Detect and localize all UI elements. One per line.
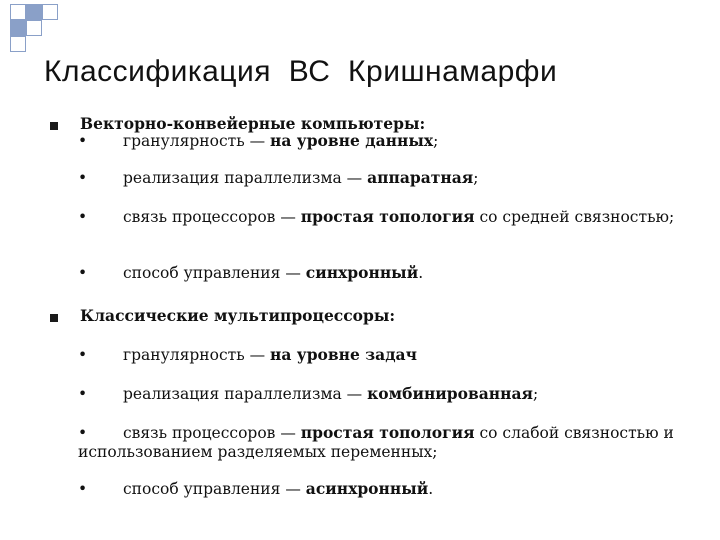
decor-square [10,36,26,52]
bullet-icon: • [78,208,88,226]
decor-square [26,4,42,20]
item-emphasis: комбинированная [367,384,533,403]
item-text: гранулярность — [123,132,270,150]
bullet-icon: • [78,424,88,442]
list-item [78,207,678,227]
section-bullet-icon [50,122,58,130]
item-tail: ; [532,385,539,403]
bullet-icon: • [78,385,88,403]
item-text: связь процессоров — [123,424,301,442]
item-text: реализация параллелизма — [123,385,368,403]
list-item [78,263,678,283]
bullet-icon: • [78,264,88,282]
item-text: реализация параллелизма — [123,169,368,187]
item-tail: со слабой связностью и использованием разделяемых переменных; [78,424,674,461]
decor-square [26,20,42,36]
item-text: гранулярность — [123,346,270,364]
item-emphasis: асинхронный [305,479,429,498]
bullet-icon: • [78,132,88,150]
section-bullet-icon [50,314,58,322]
item-tail: ; [433,132,439,150]
list-item [78,423,678,462]
bullet-icon: • [78,169,88,187]
bullet-icon: • [78,480,88,498]
section-heading: Векторно-конвейерные компьютеры: [80,114,426,133]
list-item [78,168,678,188]
list-item [78,384,678,404]
decor-square [10,20,26,36]
section-heading: Классические мультипроцессоры: [80,306,396,325]
list-item [78,131,678,151]
item-emphasis: синхронный [305,263,419,282]
item-tail: . [428,480,434,498]
list-item [78,345,678,365]
item-text: способ управления — [123,480,306,498]
item-emphasis: аппаратная [367,168,474,187]
item-emphasis: простая топология [300,423,475,442]
item-tail: со средней связностью; [474,208,675,226]
item-emphasis: на уровне данных [270,131,434,150]
item-tail: . [418,264,424,282]
slide-title: Классификация ВС Кришнамарфи [44,55,558,88]
item-text: связь процессоров — [123,208,301,226]
decor-square [42,4,58,20]
item-emphasis: простая топология [300,207,475,226]
item-text: способ управления — [123,264,306,282]
corner-decoration [0,0,100,60]
list-item [78,479,678,499]
item-emphasis: на уровне задач [270,345,417,364]
decor-square [10,4,26,20]
item-tail: ; [473,169,479,187]
bullet-icon: • [78,346,88,364]
